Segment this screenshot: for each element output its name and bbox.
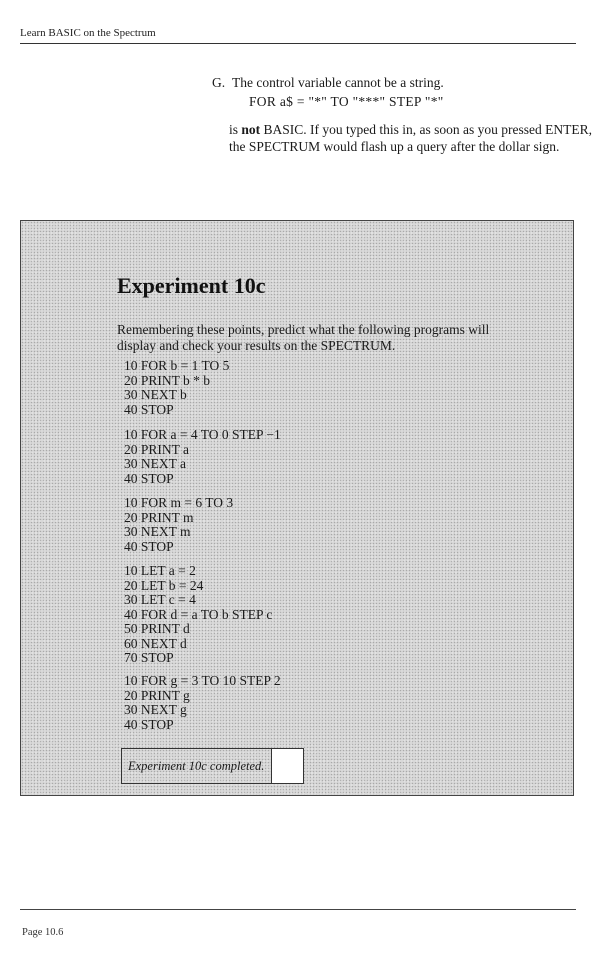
note-prefix: is [229,122,239,137]
program-line: 20 PRINT g [124,687,190,703]
program-4 [124,564,272,666]
program-line: 20 PRINT a [124,441,190,457]
program-2 [124,428,281,486]
experiment-title: Experiment 10c [117,273,266,298]
point-g-text: The control variable cannot be a string. [232,75,444,90]
footer-rule [20,909,576,910]
program-line: 10 LET a = 2 [124,563,196,578]
program-line: 10 FOR a = 4 TO 0 STEP −1 [124,427,281,442]
header-rule [20,43,576,44]
program-line: 30 NEXT a [124,456,186,471]
program-line: 30 LET c = 4 [124,592,196,607]
running-head: Learn BASIC on the Spectrum [20,27,156,39]
experiment-intro: Remembering these points, predict what the following programs will display and check your results on the SPECTRUM. [117,322,490,353]
point-g-statement [212,74,592,91]
program-line: 20 LET b = 24 [124,577,204,593]
program-line: 40 STOP [124,538,174,554]
program-line: 40 FOR d = a TO b STEP c [124,606,273,622]
completed-checkbox[interactable] [271,749,303,783]
note-rest: BASIC. If you typed this in, as soon as you pressed ENTER, the SPECTRUM would flash up a query after the dollar sign. [229,122,593,154]
note-bold-word: not [241,122,261,137]
program-line: 20 PRINT m [124,509,194,525]
program-line: 40 STOP [124,470,174,486]
program-1 [124,359,229,417]
program-line: 60 NEXT d [124,635,187,651]
program-5 [124,674,281,732]
program-line: 40 STOP [124,401,174,417]
point-g-label: G. [212,75,226,90]
program-line: 10 FOR b = 1 TO 5 [124,358,230,373]
program-line: 50 PRINT d [124,621,190,636]
program-line: 10 FOR g = 3 TO 10 STEP 2 [124,673,281,688]
program-line: 30 NEXT g [124,702,187,717]
program-line: 30 NEXT m [124,524,191,539]
point-g-note [229,121,595,155]
page-number: Page 10.6 [22,927,64,938]
point-g [212,74,592,155]
program-line: 10 FOR m = 6 TO 3 [124,495,234,510]
program-line: 40 STOP [124,716,174,732]
point-g-code: FOR a$ = "*" TO "***" STEP "*" [249,94,444,109]
completed-box [121,748,304,784]
program-line: 70 STOP [124,650,174,665]
program-line: 20 PRINT b * b [124,372,211,388]
program-line: 30 NEXT b [124,387,187,402]
completed-label: Experiment 10c completed. [128,759,265,773]
experiment-box [20,220,574,796]
program-3 [124,496,233,554]
